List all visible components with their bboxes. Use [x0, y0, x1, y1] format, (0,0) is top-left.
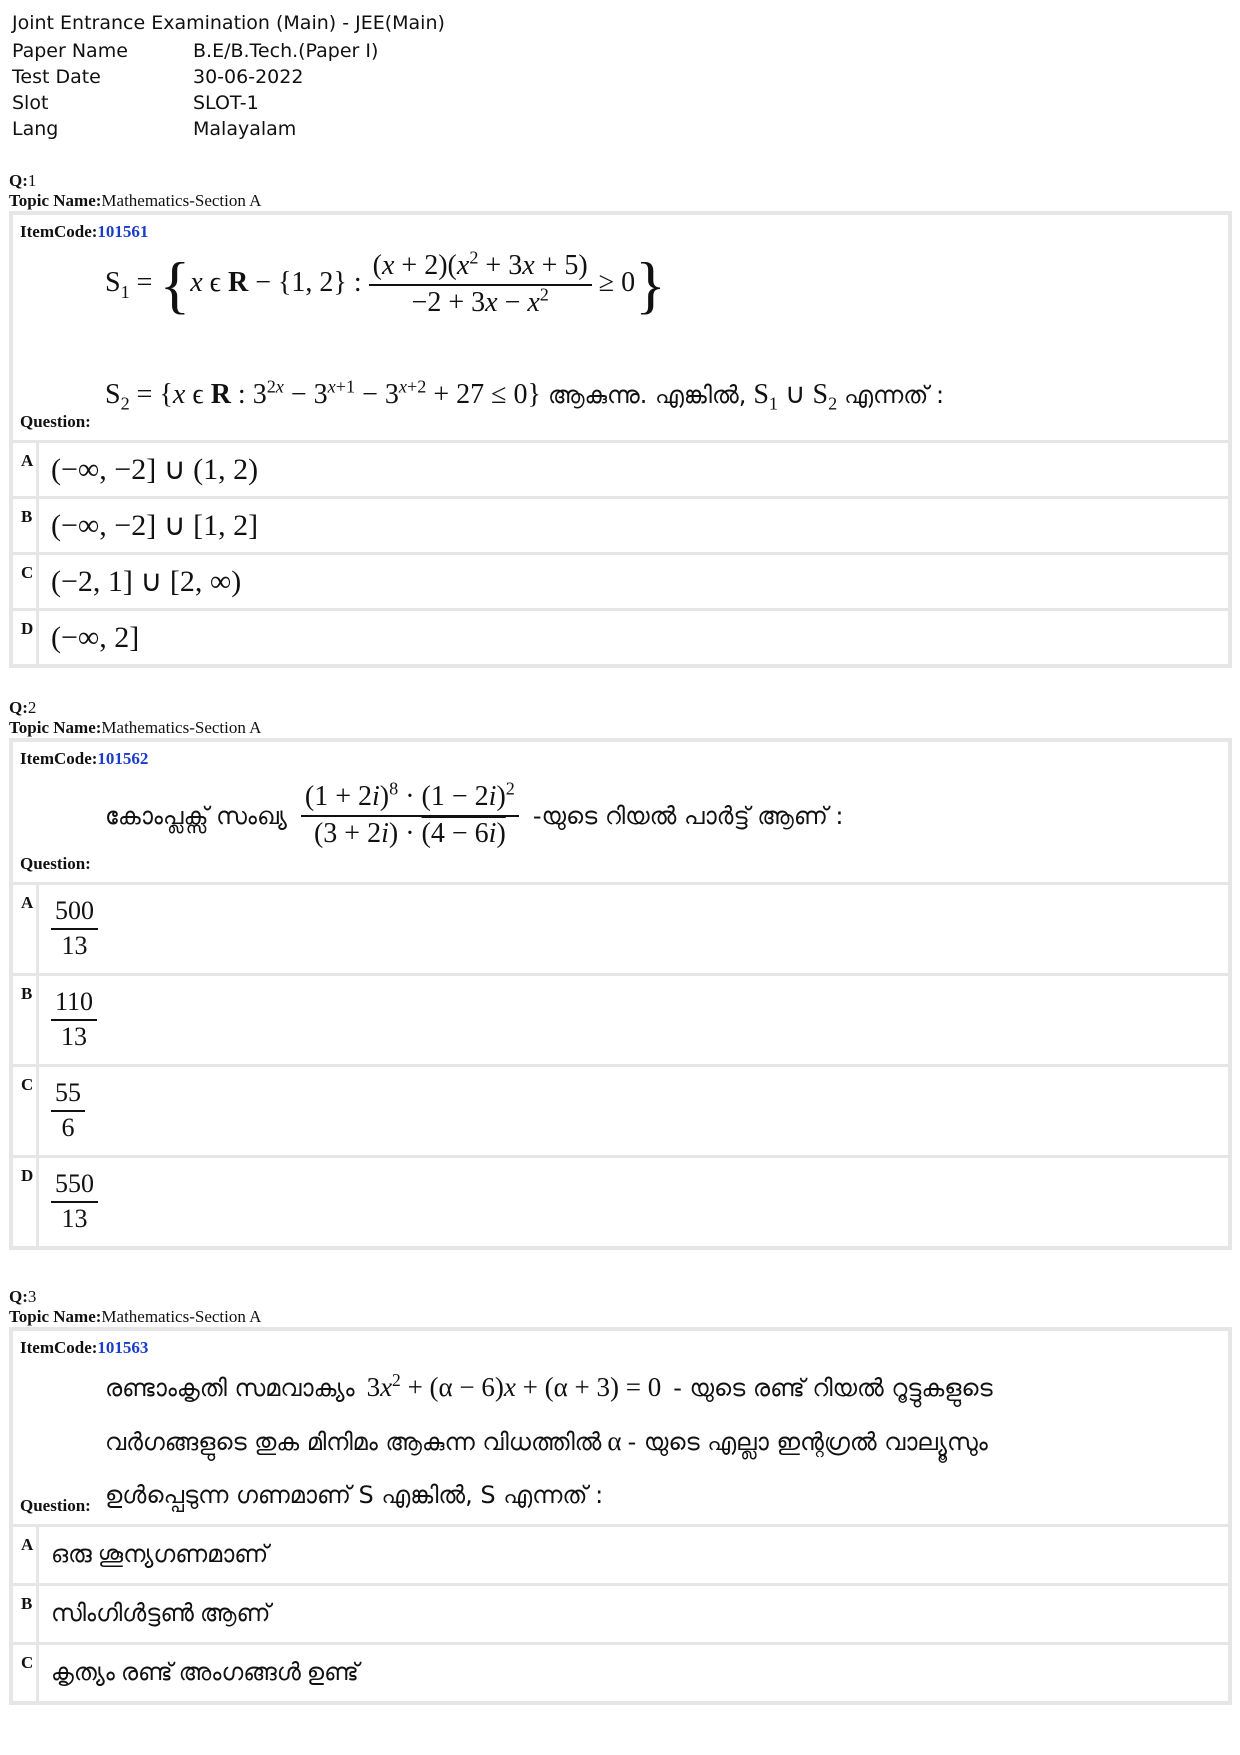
question-line-1: രണ്ടാംകൃതി സമവാക്യം $3x^2 + (\alpha - 6)x + (\alpha + 3) = 0$ - യുടെ രണ്ട് റിയൽ റൂട്ടുകളുടെ	[105, 1370, 993, 1402]
option-d[interactable]	[13, 1158, 1228, 1246]
fraction-denominator: 13	[61, 1022, 88, 1051]
q-prefix: Q:	[9, 171, 28, 190]
option-fraction	[51, 897, 98, 960]
option-text: സിംഗിൾട്ടൺ ആണ്	[51, 1600, 271, 1627]
question-text-ml: ആകുന്നു. എങ്കിൽ,	[547, 381, 747, 409]
info-key: Slot	[12, 92, 49, 114]
info-row	[12, 40, 378, 66]
topic-name	[9, 1307, 1232, 1327]
question-text-ml: ഉൾപ്പെടുന്ന ഗണമാണ് S എങ്കിൽ, S എന്നത് :	[105, 1481, 604, 1509]
question-number	[9, 1287, 1232, 1307]
topic-value: Mathematics-Section A	[101, 718, 262, 737]
option-letter: B	[13, 1586, 39, 1642]
topic-prefix: Topic Name:	[9, 1307, 102, 1326]
s1-fraction: $\frac{(x + 2)(x^2 + 3x + 5)}{-2 + 3x - x^2}$	[369, 251, 592, 319]
topic-value: Mathematics-Section A	[101, 191, 262, 210]
option-text: (−∞, −2] ∪ (1, 2)	[51, 453, 259, 486]
question-text-ml-end: എന്നത് :	[844, 381, 945, 409]
topic-prefix: Topic Name:	[9, 718, 102, 737]
exam-info-table	[12, 40, 378, 144]
itemcode-prefix: ItemCode:	[20, 222, 98, 241]
question-text-ml-end: -യുടെ റിയൽ പാർട്ട് ആണ് :	[532, 801, 844, 830]
question-cell	[13, 742, 1228, 885]
option-text: കൃത്യം രണ്ട് അംഗങ്ങൾ ഉണ്ട്	[51, 1659, 359, 1686]
complex-fraction: $\frac{(1 + 2i)^8 \cdot (1 - 2i)^2}{(3 + 2i) \cdot (4 - 6i)}$	[301, 782, 519, 850]
itemcode-value: 101561	[97, 222, 149, 241]
q-number-value: 3	[27, 1287, 37, 1306]
option-a[interactable]	[13, 885, 1228, 976]
option-b[interactable]	[13, 1586, 1228, 1645]
option-letter: D	[13, 611, 39, 664]
itemcode-prefix: ItemCode:	[20, 1338, 98, 1357]
question-box	[9, 738, 1232, 1250]
option-a[interactable]	[13, 1527, 1228, 1586]
question-block-3	[9, 1287, 1232, 1705]
fraction-numerator: 550	[51, 1170, 98, 1203]
option-value	[39, 976, 97, 1064]
info-key: Test Date	[12, 66, 101, 88]
option-text: (−∞, −2] ∪ [1, 2]	[51, 509, 259, 542]
info-value: Malayalam	[193, 118, 297, 140]
question-label: Question:	[20, 854, 91, 873]
question-cell	[13, 215, 1228, 443]
topic-prefix: Topic Name:	[9, 191, 102, 210]
exam-title: Joint Entrance Examination (Main) - JEE(Main)	[12, 12, 445, 34]
info-value: B.E/B.Tech.(Paper I)	[193, 40, 379, 62]
option-letter: C	[13, 1067, 39, 1155]
option-d[interactable]	[13, 611, 1228, 664]
option-value	[39, 1158, 98, 1246]
option-text: ഒരു ശൂന്യഗണമാണ്	[51, 1541, 269, 1568]
option-value	[39, 885, 98, 973]
question-line-2: വർഗങ്ങളുടെ തുക മിനിമം ആകുന്ന വിധത്തിൽ α - യുടെ എല്ലാ ഇന്റഗ്രൽ വാല്യൂസും	[105, 1426, 988, 1456]
option-letter: A	[13, 885, 39, 973]
option-letter: B	[13, 976, 39, 1064]
q-prefix: Q:	[9, 698, 28, 717]
option-value	[39, 1067, 85, 1155]
option-letter: C	[13, 1645, 39, 1701]
quadratic-question	[105, 1361, 1220, 1522]
question-block-2	[9, 698, 1232, 1250]
info-row	[12, 118, 378, 144]
fraction-numerator: 110	[51, 988, 97, 1021]
info-value: SLOT-1	[193, 92, 259, 114]
itemcode-prefix: ItemCode:	[20, 749, 98, 768]
q-prefix: Q:	[9, 1287, 28, 1306]
complex-number-question	[105, 778, 844, 850]
option-a[interactable]	[13, 443, 1228, 499]
topic-name	[9, 718, 1232, 738]
question-label: Question:	[20, 1496, 91, 1515]
option-letter: B	[13, 499, 39, 552]
fraction-numerator: 55	[51, 1079, 85, 1112]
fraction-denominator: 13	[61, 931, 88, 960]
set-s1-definition: $S_1 = \{x$ ϵ R − {1, 2} : $\frac{(x + 2)(x^2 + 3x + 5)}{-2 + 3x - x^2}$ ≥ 0}	[105, 247, 666, 320]
item-code	[20, 222, 148, 242]
exam-header	[12, 10, 445, 144]
question-text-ml: - യുടെ രണ്ട് റിയൽ റൂട്ടുകളുടെ	[673, 1374, 993, 1402]
option-text: (−∞, 2]	[51, 620, 140, 654]
info-key: Paper Name	[12, 40, 128, 62]
option-c[interactable]	[13, 1067, 1228, 1158]
itemcode-value: 101562	[97, 749, 149, 768]
option-c[interactable]	[13, 555, 1228, 611]
option-b[interactable]	[13, 499, 1228, 555]
info-row	[12, 66, 378, 92]
question-cell	[13, 1331, 1228, 1527]
question-block-1	[9, 171, 1232, 668]
set-s2-definition: $S_2 = \{x$ ϵ R : $3^{2x} - 3^{x+1} - 3^{x+2} + 27 \le 0$} ആകുന്നു. എങ്കിൽ, $S_1$ ∪ $S_2$ എന്നത് :	[105, 376, 945, 414]
option-fraction	[51, 988, 97, 1051]
question-text-ml: കോംപ്ലക്സ് സംഖ്യ	[105, 801, 287, 830]
question-text-ml: വർഗങ്ങളുടെ തുക മിനിമം ആകുന്ന വിധത്തിൽ	[105, 1428, 602, 1456]
question-text-ml: - യുടെ എല്ലാ ഇന്റഗ്രൽ വാല്യൂസും	[627, 1428, 988, 1456]
question-line-3	[105, 1469, 1220, 1522]
option-letter: A	[13, 443, 39, 496]
question-box	[9, 211, 1232, 668]
option-letter: D	[13, 1158, 39, 1246]
option-c[interactable]	[13, 1645, 1228, 1701]
question-text-ml: രണ്ടാംകൃതി സമവാക്യം	[105, 1374, 355, 1402]
item-code	[20, 1338, 148, 1358]
fraction-numerator: 500	[51, 897, 98, 930]
question-label: Question:	[20, 412, 91, 431]
option-fraction	[51, 1170, 98, 1233]
info-key: Lang	[12, 118, 59, 140]
item-code	[20, 749, 148, 769]
topic-value: Mathematics-Section A	[101, 1307, 262, 1326]
fraction-denominator: 13	[61, 1204, 88, 1233]
topic-name	[9, 191, 1232, 211]
fraction-denominator: 6	[61, 1113, 75, 1142]
question-number	[9, 698, 1232, 718]
q-number-value: 1	[27, 171, 37, 190]
option-text: (−2, 1] ∪ [2, ∞)	[51, 565, 242, 598]
q-number-value: 2	[27, 698, 37, 717]
info-value: 30-06-2022	[193, 66, 304, 88]
info-row	[12, 92, 378, 118]
option-letter: C	[13, 555, 39, 608]
option-b[interactable]	[13, 976, 1228, 1067]
question-box	[9, 1327, 1232, 1705]
itemcode-value: 101563	[97, 1338, 149, 1357]
question-number	[9, 171, 1232, 191]
option-letter: A	[13, 1527, 39, 1583]
option-fraction	[51, 1079, 85, 1142]
